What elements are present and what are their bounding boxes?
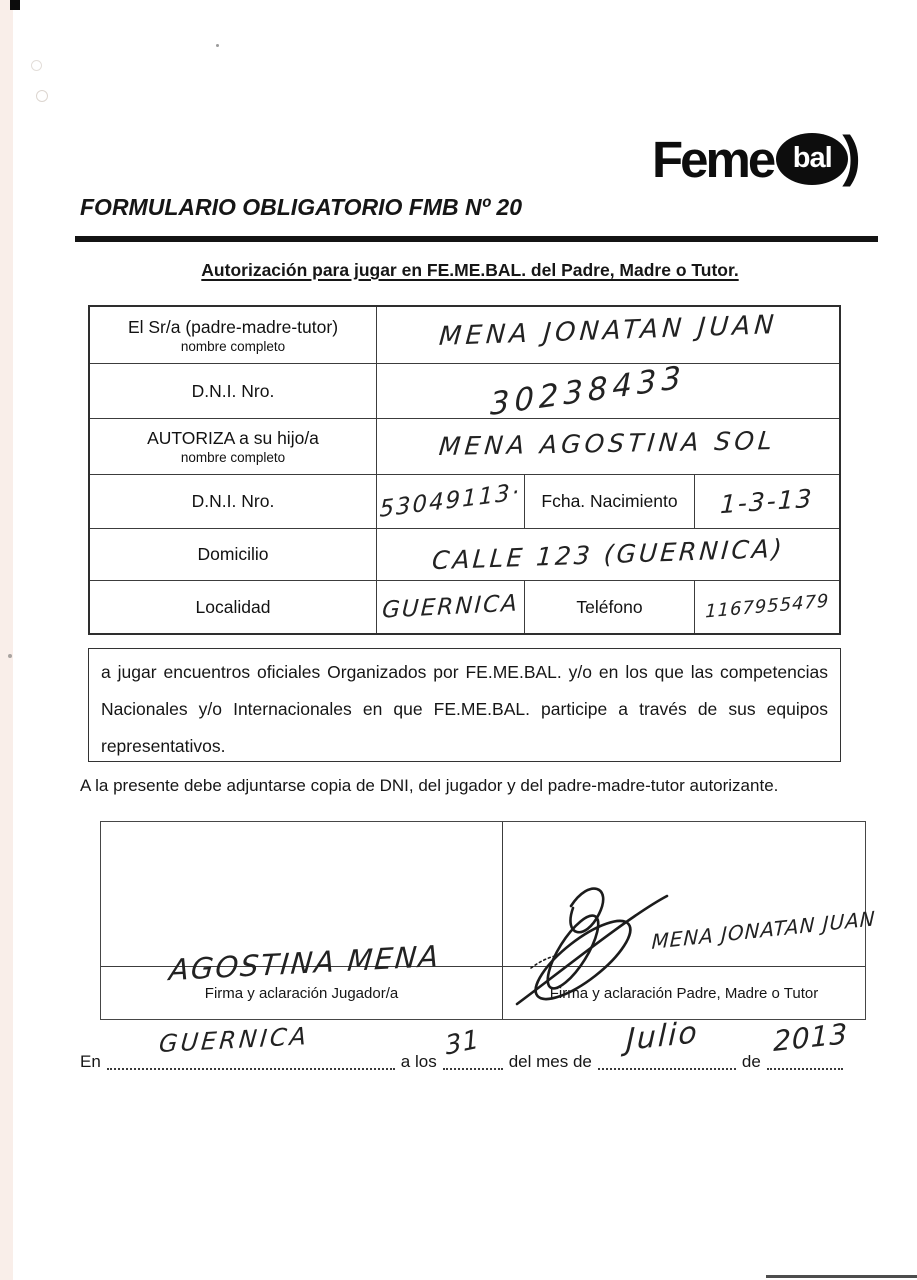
- handwritten-child-name: MENA AGOSTINA SOL: [438, 426, 778, 461]
- handwritten-year: 2013: [773, 1016, 848, 1059]
- parent-signature-area: [503, 822, 877, 966]
- scan-speck: [8, 654, 12, 658]
- handwritten-month: Julio: [625, 1015, 700, 1058]
- player-signature-area: [101, 822, 503, 988]
- authorization-clause-box: [88, 648, 841, 762]
- date-place-line: [80, 1015, 848, 1072]
- logo-text-bal: bal: [792, 141, 832, 174]
- place-dotted-line: [107, 1021, 395, 1070]
- label-dni-child: D.N.I. Nro.: [90, 475, 377, 529]
- logo-oval-icon: [776, 133, 848, 185]
- handwritten-phone: 1167955479: [704, 590, 830, 623]
- title-divider-rule: [75, 236, 878, 242]
- field-domicilio: [377, 529, 839, 581]
- label-localidad: Localidad: [90, 581, 377, 633]
- field-dni-child: [377, 475, 525, 529]
- de-label: de: [741, 1052, 761, 1071]
- field-dni-tutor: [377, 358, 839, 423]
- year-dotted-line: [767, 1016, 848, 1070]
- attachment-note: A la presente debe adjuntarse copia de DNI, del jugador y del padre-madre-tutor autorizante.: [80, 776, 779, 795]
- scan-speck: [216, 44, 219, 47]
- a-los-label: a los: [400, 1052, 437, 1071]
- scan-corner-mark: [10, 0, 20, 10]
- label-dni-tutor: D.N.I. Nro.: [90, 364, 377, 419]
- field-tutor-name: [377, 307, 839, 364]
- handwritten-player-signature: AGOSTINA MENA: [167, 938, 442, 988]
- handwritten-place: GUERNICA: [157, 1021, 311, 1059]
- scan-speck: [31, 60, 42, 71]
- parent-signature-scribble-icon: [511, 872, 671, 1017]
- del-mes-label: del mes de: [508, 1052, 592, 1071]
- scan-bottom-edge-line: [766, 1275, 917, 1278]
- label-domicilio: Domicilio: [90, 529, 377, 581]
- form-title: FORMULARIO OBLIGATORIO FMB Nº 20: [80, 194, 522, 220]
- signature-box: [100, 821, 877, 1020]
- authorization-heading: Autorización para jugar en FE.ME.BAL. del Padre, Madre o Tutor.: [201, 260, 739, 280]
- label-telefono: Teléfono: [525, 581, 695, 633]
- authorization-table: [88, 305, 841, 635]
- handwritten-address: CALLE 123 (GUERNICA): [430, 533, 786, 576]
- handwritten-day: 31: [443, 1024, 482, 1062]
- field-localidad: [377, 581, 525, 633]
- field-child-name: [377, 419, 839, 475]
- handwritten-locality: GUERNICA: [381, 589, 520, 624]
- field-telefono: [695, 581, 839, 633]
- scan-edge-strip: [0, 0, 13, 1280]
- handwritten-dni-tutor: 30238433: [490, 358, 686, 423]
- parent-signature-label: Firma y aclaración Padre, Madre o Tutor: [503, 966, 865, 1019]
- logo-paren-shape: ): [842, 124, 861, 187]
- month-dotted-line: [598, 1015, 736, 1070]
- handwritten-birthdate: 1-3-13: [719, 483, 815, 520]
- player-signature-label: Firma y aclaración Jugador/a: [101, 966, 503, 1019]
- authorization-clause-text: a jugar encuentros oficiales Organizados por FE.ME.BAL. y/o en los que las competencias Nacionales y/o Internacionales en que FE.ME.BAL. participe a través de sus equipos representativos.: [101, 662, 828, 756]
- field-fecha-nacimiento: [695, 475, 839, 529]
- handwritten-tutor-name: MENA JONATAN JUAN: [437, 310, 779, 352]
- label-padre-madre-tutor: El Sr/a (padre-madre-tutor) nombre completo: [90, 307, 377, 364]
- label-autoriza-hijo: AUTORIZA a su hijo/a nombre completo: [90, 419, 377, 475]
- femebal-logo: [652, 124, 861, 190]
- handwritten-parent-signature: MENA JONATAN JUAN: [651, 906, 877, 954]
- en-label: En: [80, 1052, 101, 1071]
- logo-text-feme: Feme: [652, 130, 774, 188]
- scan-speck: [36, 90, 48, 102]
- handwritten-dni-child: 53049113·: [379, 479, 522, 523]
- day-dotted-line: [443, 1024, 503, 1070]
- label-fecha-nacimiento: Fcha. Nacimiento: [525, 475, 695, 529]
